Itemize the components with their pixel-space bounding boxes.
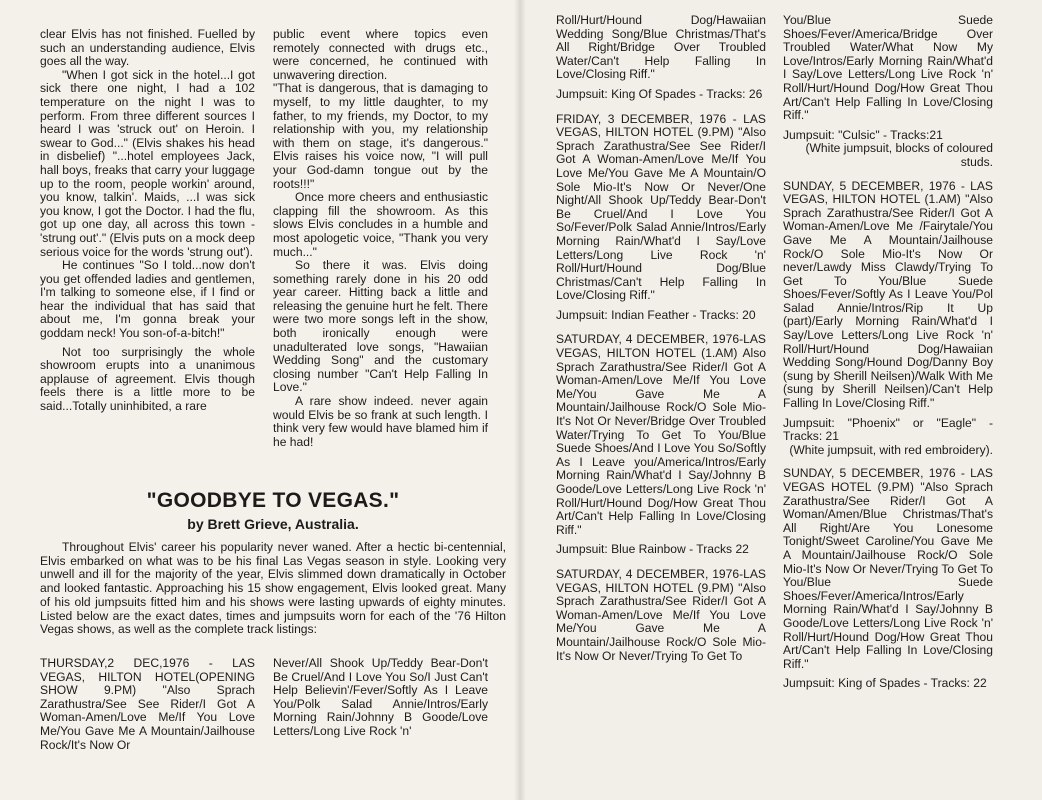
paragraph: Not too surprisingly the whole showroom erupts into a unanimous applause of agreement. Elvis though feels there is a little more to be said...Totally uninhibited, a rare: [40, 344, 255, 414]
show-entry: THURSDAY,2 DEC,1976 - LAS VEGAS, HILTON HOTEL(OPENING SHOW 9.PM) "Also Sprach Zarathustra/See See Rider/I Got A Woman-Amen/Love Me/If You Love Me/You Gave Me A Mountain/Jailhouse Rock/It's Now Or: [40, 657, 255, 752]
listing-column-3: [556, 14, 766, 800]
show-entry: SATURDAY, 4 DECEMBER, 1976-LAS VEGAS, HILTON HOTEL (1.AM) Also Sprach Zarathustra/See Rider/I Got A Woman-Amen/Love Me/If You Love Me/You Gave Me A Mountain/Jailhouse Rock/O Sole Mio-It's Not Or Never/Bridge Over Troubled Water/Trying To Get To You/Blue Suede Shoes/And I Love You So/Softly As I Leave you/America/Intros/Early Morning Rain/What'd I Say/Johnny B Goode/Love Letters/Long Live Rock 'n' Roll/Hurt/Hound Dog/How Great Thou Art/Can't Help Falling In Love/Closing Riff.": [556, 332, 766, 537]
page-gutter: [514, 0, 526, 800]
article-column-1: [40, 28, 255, 483]
article-byline: by Brett Grieve, Australia.: [187, 516, 359, 532]
paragraph: Once more cheers and enthusiastic clapping fill the showroom. As this slows Elvis concludes in a humble and most apologetic voice, "Thank you very much...": [273, 190, 488, 259]
jumpsuit-note: (White jumpsuit, with red embroidery).: [789, 442, 993, 457]
jumpsuit-note: (White jumpsuit, blocks of coloured studs.: [805, 141, 993, 169]
show-entry: Roll/Hurt/Hound Dog/Hawaiian Wedding Song/Blue Christmas/That's All Right/Bridge Over Troubled Water/Can't Help Falling In Love/Closing Riff.": [556, 14, 766, 82]
show-entry: SUNDAY, 5 DECEMBER, 1976 - LAS VEGAS HOTEL (9.PM) "Also Sprach Zarathustra/See Rider/I Got A Woman/Amen/Blue Christmas/That's All Right/Are You Lonesome Tonight/Sweet Caroline/You Gave Me A Mountain/Jailhouse Rock/O Sole Mio-It's Now Or Never/Trying To Get To You/Blue Suede Shoes/Fever/America/Intros/Early Morning Rain/What'd I Say/Johnny B Goode/Love Letters/Long Live Rock 'n' Roll/Hurt/Hound Dog/How Great Thou Art/Can't Help Falling In Love/Closing Riff.": [783, 466, 993, 671]
show-entry: You/Blue Suede Shoes/Fever/America/Bridge Over Troubled Water/What Now My Love/Intros/Early Morning Rain/What'd I Say/Love Letters/Long Live Rock 'n' Roll/Hurt/Hound Dog/How Great Thou Art/Can't Help Falling In Love/Closing Riff.": [783, 14, 993, 123]
jumpsuit-line: Jumpsuit: Indian Feather - Tracks: 20: [556, 307, 756, 322]
paragraph: "That is dangerous, that is damaging to myself, to my little daughter, to my father, to my friends, my Doctor, to my relationship with you, my relationship with them on stage, it's dangerous." Elvis raises his voice now, "I will pull your God-damn tongue out by the roots!!!": [273, 81, 488, 191]
listing-column-2: [273, 657, 488, 800]
paragraph: public event where topics even remotely connected with drugs etc., were concerned, he continued with unwavering direction.: [273, 28, 488, 82]
jumpsuit-line: Jumpsuit: King of Spades - Tracks: 22: [783, 676, 987, 691]
paragraph: A rare show indeed. never again would Elvis be so frank at such length. I think very few would have blamed him if he had!: [273, 394, 488, 449]
intro-paragraph: Throughout Elvis' career his popularity never waned. After a hectic bi-centennial, Elvis embarked on what was to be his final Las Vegas season in style. Looking very unwell and ill for the majority of the year, Elvis slimmed down dramatically in October and looked fantastic. Approaching his 15 show engagement, Elvis looked great. Many of his old jumpsuits fitted him and his shows were lasting upwards of eighty minutes. Listed below are the exact dates, times and jumpsuits worn for each of the '76 Hilton Vegas shows, as well as the complete track listings:: [40, 540, 506, 637]
right-page: [520, 0, 1042, 800]
listing-column-1: [40, 657, 255, 800]
jumpsuit-line: Jumpsuit: "Phoenix" or "Eagle" - Tracks: 21: [783, 415, 993, 444]
jumpsuit-line: Jumpsuit: King Of Spades - Tracks: 26: [556, 86, 763, 101]
paragraph: So there it was. Elvis doing something rarely done in his 20 odd year career. Hitting back a little and releasing the genuine hurt he felt. There were two more songs left in the show, both ironically enough were unadulterated love songs, "Hawaiian Wedding Song" and the customary closing number "Can't Help Falling In Love.": [273, 258, 488, 395]
paragraph: He continues "So I told...now don't you get offended ladies and gentlemen, I'm talking to someone else, if I find or hear the individual that has said that about me, I'm gonna break your goddam neck! You son-of-a-bitch!": [40, 258, 255, 341]
article-header: [40, 489, 506, 532]
article-headline: "GOODBYE TO VEGAS.": [146, 489, 400, 512]
article-intro: [40, 541, 506, 637]
paragraph: "When I got sick in the hotel...I got sick there one night, I had a 102 temperature on the night I was to perform. From three different sources I heard I was 'struck out' on Heroin. I swear to God..." (Elvis shakes his head in disbelief) "...hotel employees Jack, hall boys, freaks that carry your luggage up to the room, people workin' around, you know, talkin'. Maids, ...I was sick you know, I got the Doctor. I had the flu, got up one day, all across this town - 'strung out'." (Elvis puts on a mock deep serious voice for the words 'strung out').: [40, 67, 255, 259]
paragraph: clear Elvis has not finished. Fuelled by such an understanding audience, Elvis goes all the way.: [40, 28, 255, 69]
show-entry: Never/All Shook Up/Teddy Bear-Don't Be Cruel/And I Love You So/I Just Can't Help Believin'/Fever/Softly As I Leave You/Polk Salad Annie/Intros/Early Morning Rain/Johnny B Goode/Love Letters/Long Live Rock 'n': [273, 657, 488, 738]
show-entry: SATURDAY, 4 DECEMBER, 1976-LAS VEGAS, HILTON HOTEL (9.PM) "Also Sprach Zarathustra/See Rider/I Got A Woman-Amen/Love Me/If You Love Me/You Gave Me A Mountain/Jailhouse Rock/O Sole Mio-It's Now Or Never/Trying To Get To: [556, 566, 766, 663]
jumpsuit-line: Jumpsuit: "Culsic" - Tracks:21: [783, 127, 943, 142]
show-entry: FRIDAY, 3 DECEMBER, 1976 - LAS VEGAS, HILTON HOTEL (9.PM) "Also Sprach Zarathustra/See See Rider/I Got A Woman-Amen/Love Me/If You Love Me/You Gave Me A Mountain/O Sole Mio-It's Now Or Never/One Night/All Shook Up/Teddy Bear-Don't Be Cruel/And I Love You So/Fever/Polk Salad Annie/Intros/Early Morning Rain/What'd I Say/Love Letters/Long Live Rock 'n' Roll/Hurt/Hound Dog/Blue Christmas/Can't Help Falling In Love/Closing Riff.": [556, 111, 766, 303]
article-column-2: [273, 28, 488, 483]
show-entry: SUNDAY, 5 DECEMBER, 1976 - LAS VEGAS, HILTON HOTEL (1.AM) "Also Sprach Zarathustra/See Rider/I Got A Woman-Amen/Love Me /Fairytale/You Gave Me A Mountain/Jailhouse Rock/O Sole Mio-It's Now Or never/Lawdy Miss Clawdy/Trying To Get To You/Blue Suede Shoes/Fever/Softly As I Leave You/Pol Salad Annie/Intros/Rip It Up (part)/Early Morning Rain/What'd I Say/Love Letters/Long Live Rock 'n' Roll/Hurt/Hound Dog/Hawaiian Wedding Song/Hound Dog/Danny Boy (sung by Sherill Neilsen)/Walk With Me (sung by Sherill Neilsen)/Can't Help Falling In Love/Closing Riff.": [783, 178, 993, 411]
jumpsuit-line: Jumpsuit: Blue Rainbow - Tracks 22: [556, 542, 749, 557]
listing-column-4: [783, 14, 993, 800]
left-page: [0, 0, 520, 800]
